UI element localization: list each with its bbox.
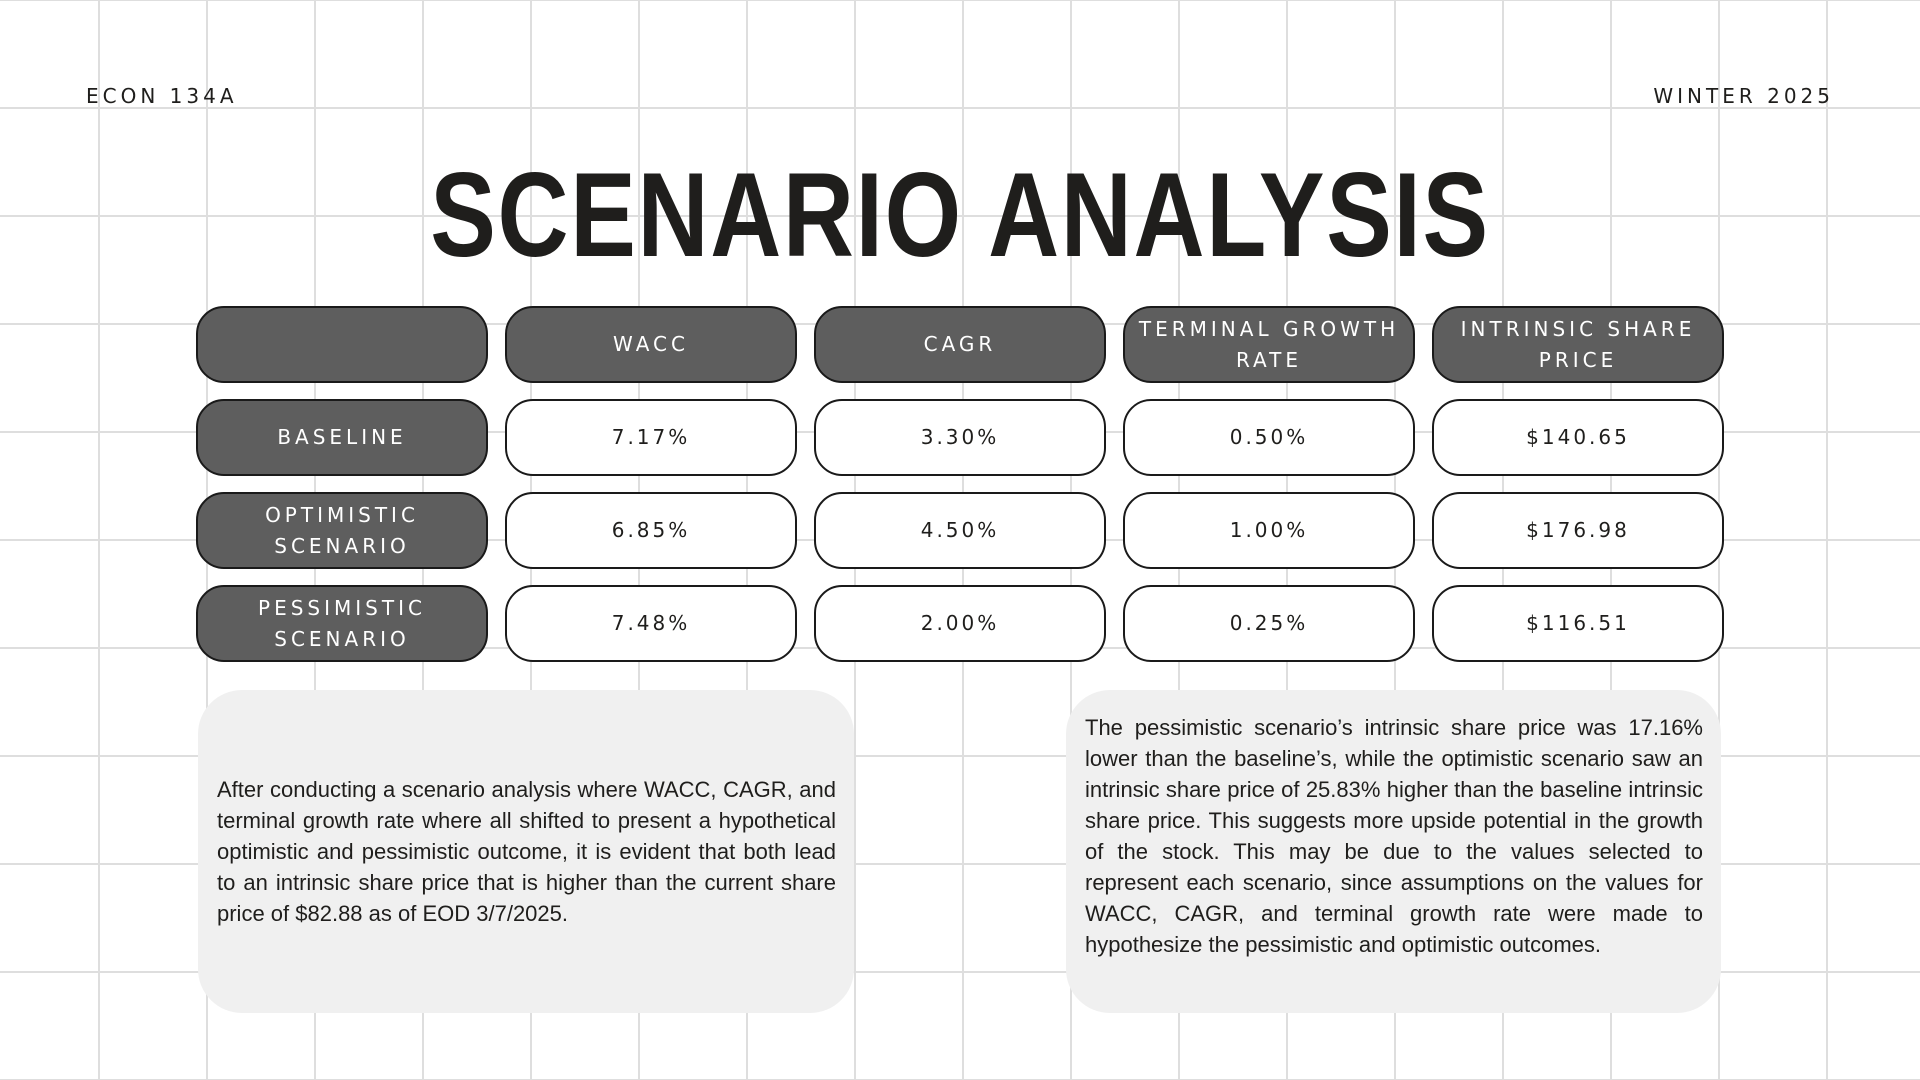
header-cell-terminal-growth: TERMINAL GROWTH RATE xyxy=(1123,306,1415,383)
term-label: WINTER 2025 xyxy=(1653,84,1834,108)
scenario-table xyxy=(196,306,1724,662)
cell-baseline-wacc: 7.17% xyxy=(505,399,797,476)
cell-pessimistic-terminal-growth: 0.25% xyxy=(1123,585,1415,662)
cell-optimistic-intrinsic-price: $176.98 xyxy=(1432,492,1724,569)
summary-text-left: After conducting a scenario analysis where WACC, CAGR, and terminal growth rate where all shifted to present a hypothetical optimistic and pessimistic outcome, it is evident that both lead to an intrinsic share price that is higher than the current share price of $82.88 as of EOD 3/7/2025. xyxy=(217,777,836,926)
cell-optimistic-wacc: 6.85% xyxy=(505,492,797,569)
cell-baseline-intrinsic-price: $140.65 xyxy=(1432,399,1724,476)
header-cell-empty xyxy=(196,306,488,383)
course-code: ECON 134A xyxy=(86,84,238,108)
summary-card-right xyxy=(1066,690,1721,1013)
row-label-baseline: BASELINE xyxy=(196,399,488,476)
row-label-pessimistic: PESSIMISTIC SCENARIO xyxy=(196,585,488,662)
cell-pessimistic-wacc: 7.48% xyxy=(505,585,797,662)
cell-baseline-terminal-growth: 0.50% xyxy=(1123,399,1415,476)
cell-pessimistic-cagr: 2.00% xyxy=(814,585,1106,662)
page-title: SCENARIO ANALYSIS xyxy=(430,148,1490,282)
cell-optimistic-terminal-growth: 1.00% xyxy=(1123,492,1415,569)
header-cell-wacc: WACC xyxy=(505,306,797,383)
header-cell-intrinsic-price: INTRINSIC SHARE PRICE xyxy=(1432,306,1724,383)
row-label-optimistic: OPTIMISTIC SCENARIO xyxy=(196,492,488,569)
cell-pessimistic-intrinsic-price: $116.51 xyxy=(1432,585,1724,662)
cell-optimistic-cagr: 4.50% xyxy=(814,492,1106,569)
summary-text-right: The pessimistic scenario’s intrinsic share price was 17.16% lower than the baseline’s, while the optimistic scenario saw an intrinsic share price of 25.83% higher than the baseline intrinsic share price. This suggests more upside potential in the growth of the stock. This may be due to the values selected to represent each scenario, since assumptions on the values for WACC, CAGR, and terminal growth rate were made to hypothesize the pessimistic and optimistic outcomes. xyxy=(1085,715,1703,957)
summary-card-left xyxy=(198,690,854,1013)
header-cell-cagr: CAGR xyxy=(814,306,1106,383)
cell-baseline-cagr: 3.30% xyxy=(814,399,1106,476)
